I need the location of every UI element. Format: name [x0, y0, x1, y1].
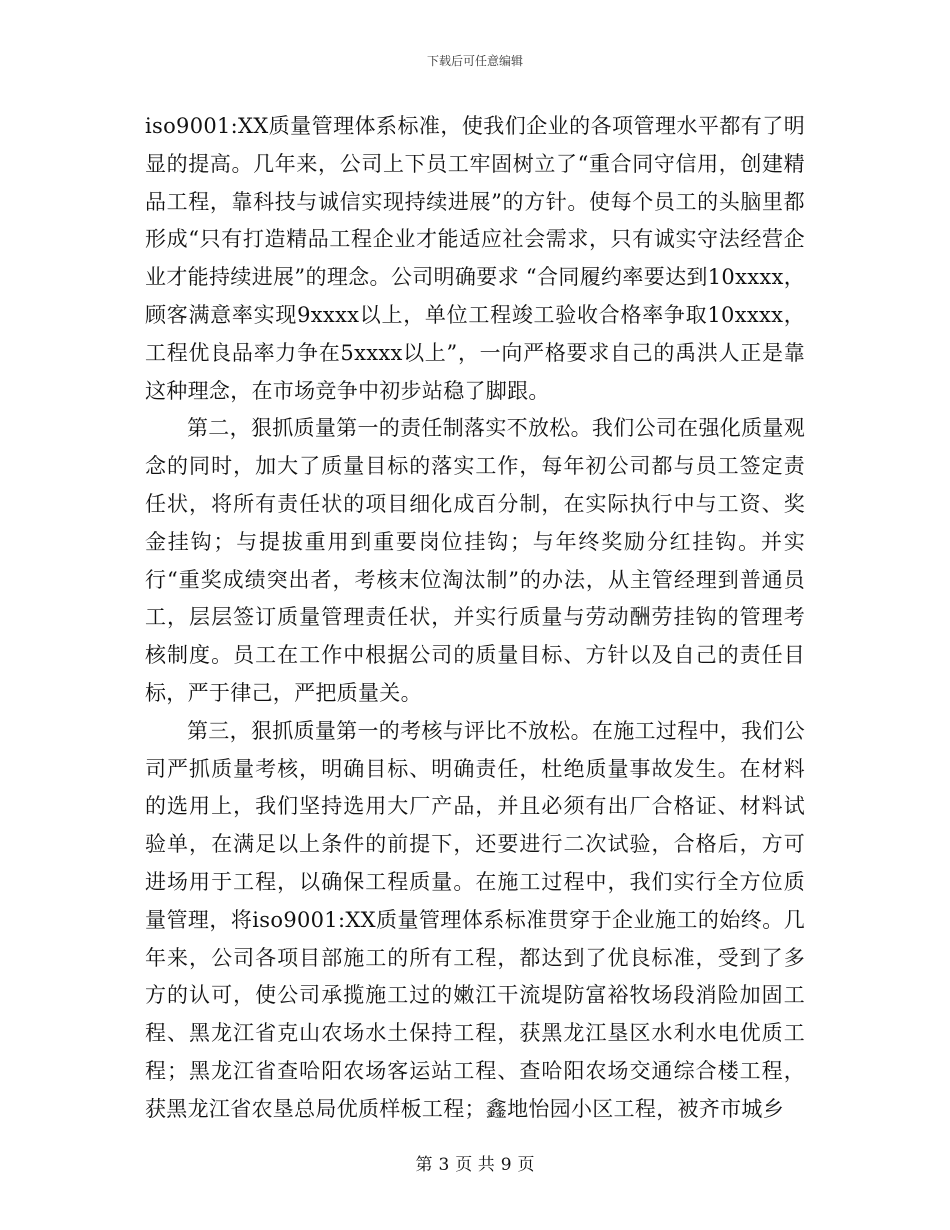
footer-middle: 页 共	[455, 1155, 495, 1175]
total-pages-number: 9	[500, 1155, 512, 1175]
current-page-number: 3	[438, 1155, 450, 1175]
paragraph: iso9001:XX质量管理体系标准，使我们企业的各项管理水平都有了明显的提高。几年来，公司上下员工牢固树立了“重合同守信用，创建精品工程，靠科技与诚信实现持续进展”的方针。使每个员工的头脑里都形成“只有打造精品工程企业才能适应社会需求，只有诚实守法经营企业才能持续进展”的理念。公司明确要求 “合同履约率要达到10xxxx，顾客满意率实现9xxxx以上，单位工程竣工验收合格率争取10xxxx，工程优良品率力争在5xxxx以上”，一向严格要求自己的禹洪人正是靠这种理念，在市场竞争中初步站稳了脚跟。	[145, 114, 805, 403]
paragraph: 第三，狠抓质量第一的考核与评比不放松。在施工过程中，我们公司严抓质量考核，明确目标、明确责任，杜绝质量事故发生。在材料的选用上，我们坚持选用大厂产品，并且必须有出厂合格证、材料试验单，在满足以上条件的前提下，还要进行二次试验，合格后，方可进场用于工程，以确保工程质量。在施工过程中，我们实行全方位质量管理，将iso9001:XX质量管理体系标准贯穿于企业施工的始终。几年来，公司各项目部施工的所有工程，都达到了优良标准，受到了多方的认可，使公司承揽施工过的嫩江干流堤防富裕牧场段消险加固工程、黑龙江省克山农场水土保持工程，获黑龙江垦区水利水电优质工程；黑龙江省查哈阳农场客运站工程、查哈阳农场交通综合楼工程，获黑龙江省农垦总局优质样板工程；鑫地怡园小区工程，被齐市城乡	[145, 718, 805, 1121]
footer-suffix: 页	[517, 1155, 535, 1175]
document-body	[145, 108, 805, 1129]
page-footer	[0, 1153, 950, 1177]
paragraph: 第二，狠抓质量第一的责任制落实不放松。我们公司在强化质量观念的同时，加大了质量目标的落实工作，每年初公司都与员工签定责任状，将所有责任状的项目细化成百分制，在实际执行中与工资、奖金挂钩；与提拔重用到重要岗位挂钩；与年终奖励分红挂钩。并实行“重奖成绩突出者，考核末位淘汰制”的办法，从主管经理到普通员工，层层签订质量管理责任状，并实行质量与劳动酬劳挂钩的管理考核制度。员工在工作中根据公司的质量目标、方针以及自己的责任目标，严于律己，严把质量关。	[145, 416, 805, 705]
page-header: 下载后可任意编辑	[426, 54, 523, 68]
footer-prefix: 第	[415, 1155, 433, 1175]
